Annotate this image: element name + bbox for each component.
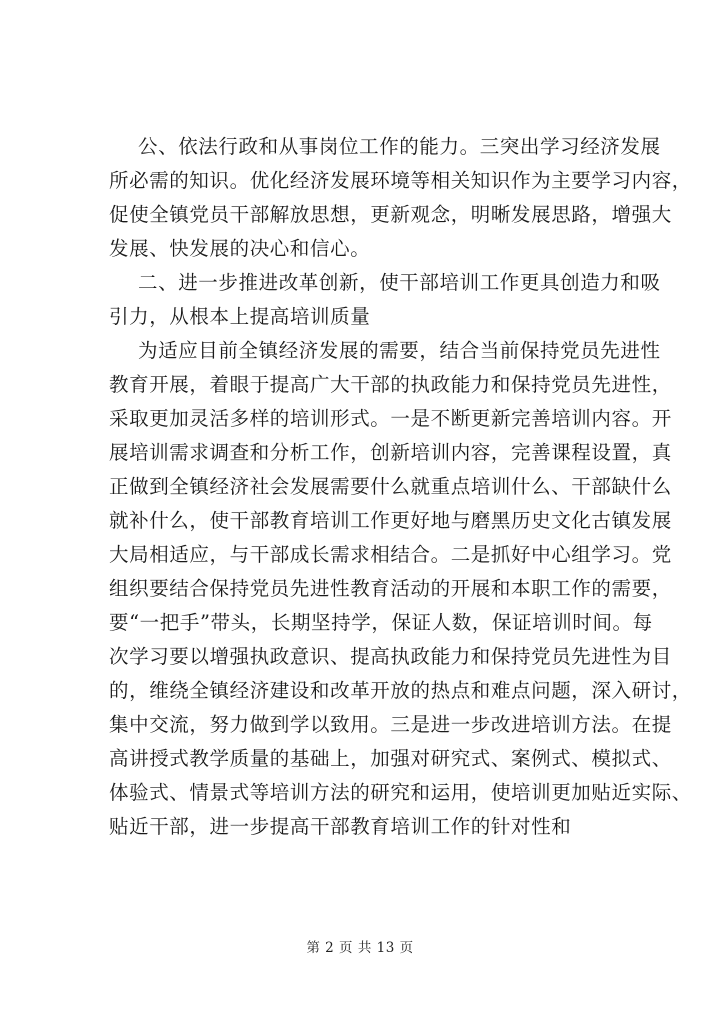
page-footer: 第 2 页 共 13 页 xyxy=(306,940,414,956)
text-line: 二、进一步推进改革创新，使干部培训工作更具创造力和吸 xyxy=(138,271,661,294)
text-line: 大局相适应，与干部成长需求相结合。二是抓好中心组学习。党 xyxy=(109,543,672,566)
text-line: 就补什么，使干部教育培训工作更好地与磨黑历史文化古镇发展 xyxy=(109,509,672,532)
text-line: 体验式、情景式等培训方法的研究和运用，使培训更加贴近实际、 xyxy=(109,781,692,804)
text-line: 发展、快发展的决心和信心。 xyxy=(109,237,371,260)
text-line: 教育开展，着眼于提高广大干部的执政能力和保持党员先进性， xyxy=(109,373,672,396)
text-line: 展培训需求调查和分析工作，创新培训内容，完善课程设置，真 xyxy=(109,441,672,464)
text-line: 引力，从根本上提高培训质量 xyxy=(109,305,371,328)
document-body xyxy=(109,130,692,844)
text-line: 次学习要以增强执政意识、提高执政能力和保持党员先进性为目 xyxy=(109,645,672,668)
text-line: 所必需的知识。优化经济发展环境等相关知识作为主要学习内容， xyxy=(109,169,692,192)
text-line: 采取更加灵活多样的培训形式。一是不断更新完善培训内容。开 xyxy=(109,407,672,430)
text-line: 组织要结合保持党员先进性教育活动的开展和本职工作的需要， xyxy=(109,577,672,600)
text-line: 要“一把手”带头，长期坚持学，保证人数，保证培训时间。每 xyxy=(109,611,653,634)
text-line: 促使全镇党员干部解放思想，更新观念，明晰发展思路，增强大 xyxy=(109,203,672,226)
text-line: 公、依法行政和从事岗位工作的能力。三突出学习经济发展 xyxy=(138,135,661,158)
text-line: 的，维绕全镇经济建设和改革开放的热点和难点问题，深入研讨， xyxy=(109,679,692,702)
text-line: 集中交流，努力做到学以致用。三是进一步改进培训方法。在提 xyxy=(109,713,672,736)
text-line: 高讲授式教学质量的基础上，加强对研究式、案例式、模拟式、 xyxy=(109,747,672,770)
text-line: 正做到全镇经济社会发展需要什么就重点培训什么、干部缺什么 xyxy=(109,475,672,498)
text-line: 贴近干部，进一步提高干部教育培训工作的针对性和 xyxy=(109,815,572,838)
text-line: 为适应目前全镇经济发展的需要，结合当前保持党员先进性 xyxy=(138,339,661,362)
